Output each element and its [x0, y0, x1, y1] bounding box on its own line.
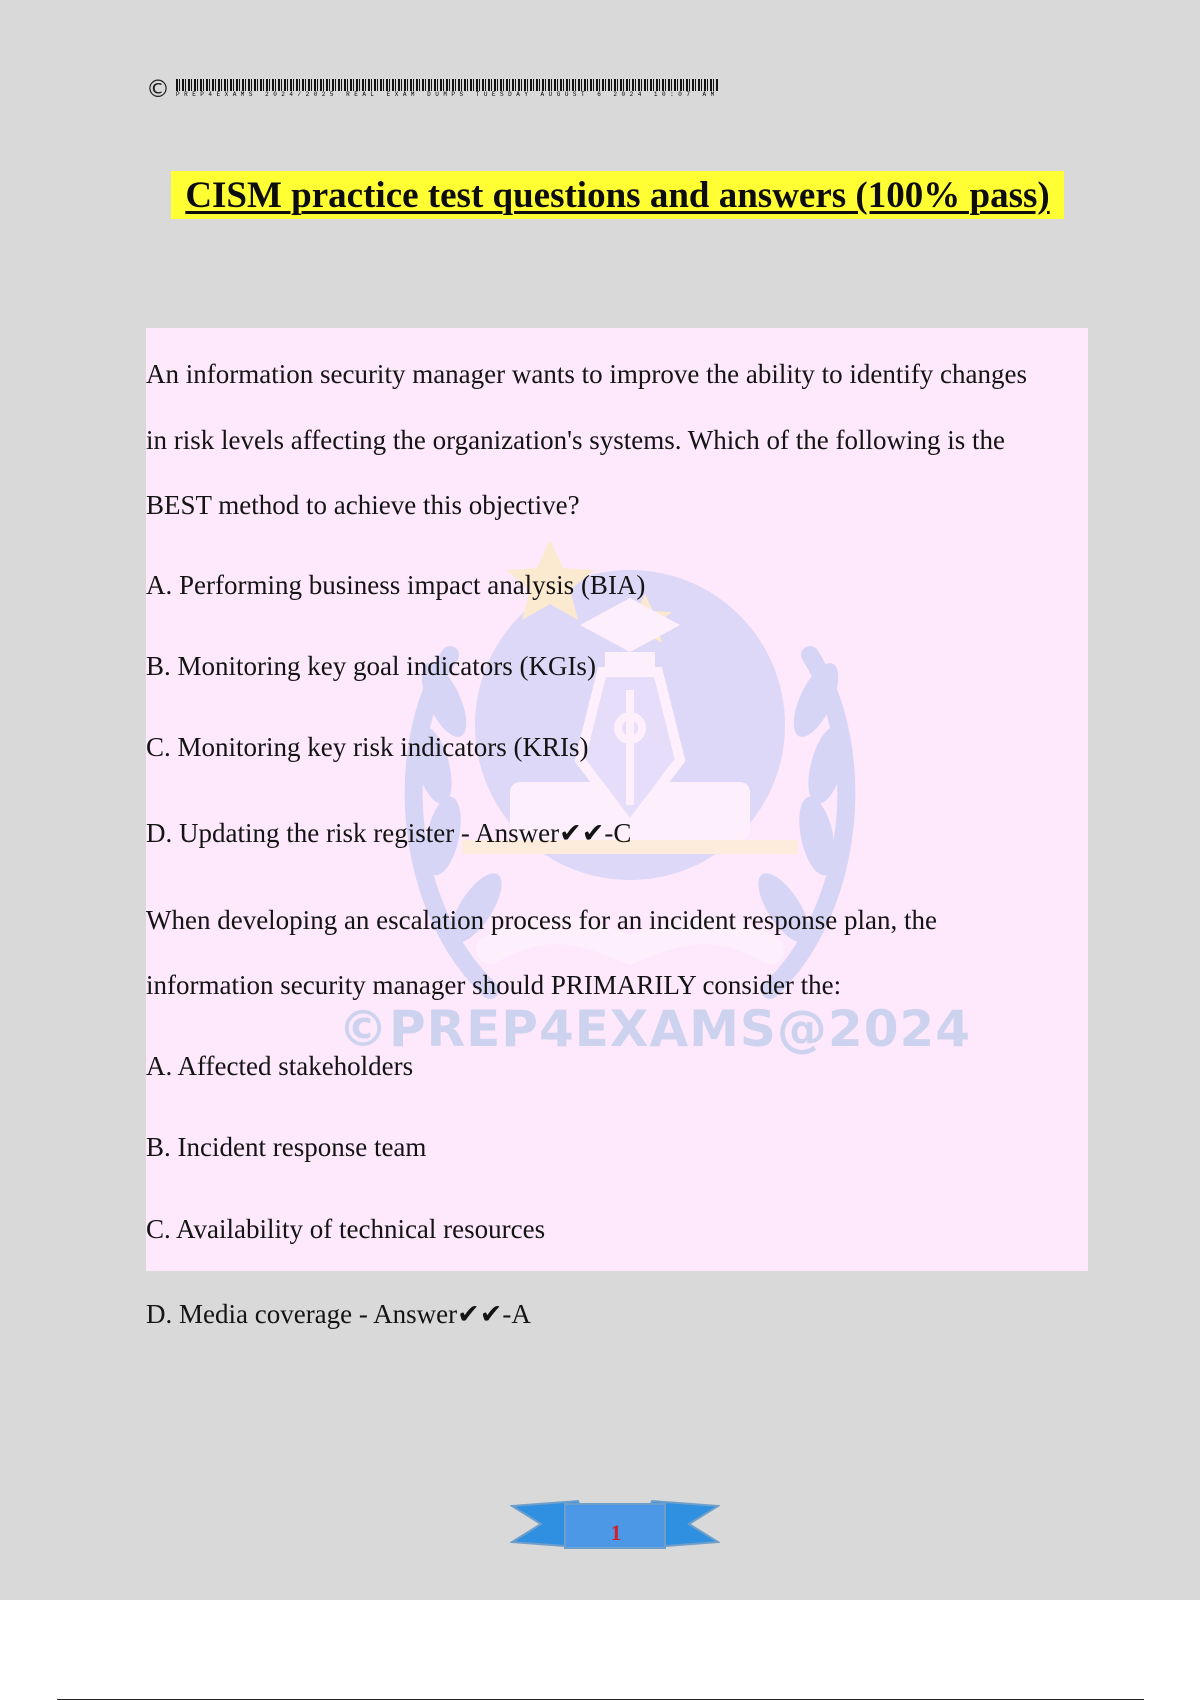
question-2-option-a: A. Affected stakeholders [146, 1051, 414, 1081]
header-barcode-strip [146, 76, 966, 102]
question-2-option-b: B. Incident response team [146, 1132, 427, 1162]
page-title: CISM practice test questions and answers (100% pass) [185, 174, 1050, 216]
question-1-option-b: B. Monitoring key goal indicators (KGIs) [146, 651, 596, 681]
question-2-option-d: D. Media coverage - Answer✔✔-A [146, 1299, 531, 1329]
question-2-line-1: When developing an escalation process for an incident response plan, the [146, 905, 937, 935]
question-2-line-2: information security manager should PRIMARILY consider the: [146, 970, 842, 1000]
copyright-symbol: © [146, 76, 170, 102]
question-2-option-c: C. Availability of technical resources [146, 1214, 546, 1244]
question-1-option-d: D. Updating the risk register - Answer✔✔-C [146, 818, 632, 848]
barcode-caption: PREP4EXAMS 2024/2025 REAL EXAM DUMPS TUESDAY AUGUST 6 2024 10:07 AM [176, 79, 719, 99]
watermark-text: ©PREP4EXAMS@2024 [338, 1000, 972, 1058]
title-highlight [171, 171, 1064, 219]
question-1-option-c: C. Monitoring key risk indicators (KRIs) [146, 732, 589, 762]
question-1-line-1: An information security manager wants to improve the ability to identify changes [146, 359, 1028, 389]
question-1-line-3: BEST method to achieve this objective? [146, 490, 580, 520]
question-1-option-a: A. Performing business impact analysis (BIA) [146, 570, 646, 600]
question-1-line-2: in risk levels affecting the organization's systems. Which of the following is the [146, 425, 1005, 455]
page-number: 1 [610, 1520, 622, 1545]
